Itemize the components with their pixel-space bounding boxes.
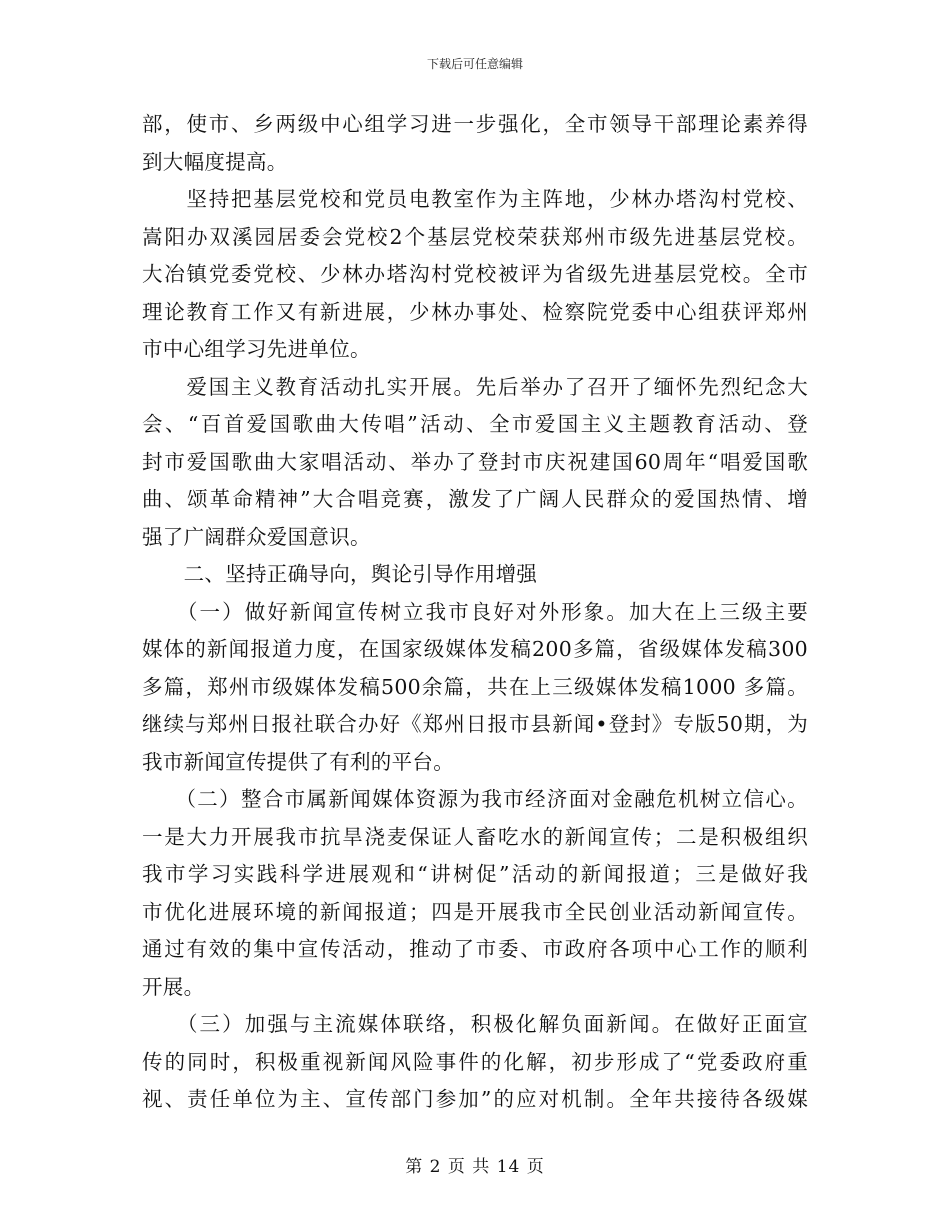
text-line: 理论教育工作又有新进展，少林办事处、检察院党委中心组获评郑州 (142, 299, 808, 324)
text-line: 开展。 (142, 974, 205, 999)
text-line: 市中心组学习先进单位。 (142, 337, 371, 361)
text-line: 二、坚持正确导向，舆论引导作用增强 (142, 562, 538, 586)
paragraph (142, 369, 808, 557)
text-line: 嵩阳办双溪园居委会党校2个基层党校荣获郑州市级先进基层党校。 (142, 224, 808, 249)
paragraph (142, 594, 808, 782)
paragraph (142, 181, 808, 369)
paragraph (142, 781, 808, 1006)
text-line: 一是大力开展我市抗旱浇麦保证人畜吃水的新闻宣传；二是积极组织 (142, 824, 808, 849)
text-line: （二）整合市属新闻媒体资源为我市经济面对金融危机树立信心。 (142, 787, 808, 811)
text-line: （三）加强与主流媒体联络，积极化解负面新闻。在做好正面宣 (142, 1012, 808, 1036)
text-line: 多篇，郑州市级媒体发稿500余篇，共在上三级媒体发稿1000 多篇。 (142, 674, 808, 699)
text-line: 到大幅度提高。 (142, 149, 288, 174)
text-line: 会、“百首爱国歌曲大传唱”活动、全市爱国主义主题教育活动、登 (142, 412, 808, 436)
text-line: 爱国主义教育活动扎实开展。先后举办了召开了缅怀先烈纪念大 (142, 374, 808, 399)
text-line: 我市学习实践科学进展观和“讲树促”活动的新闻报道；三是做好我 (142, 862, 808, 886)
text-line: 媒体的新闻报道力度，在国家级媒体发稿200多篇，省级媒体发稿300 (142, 637, 808, 661)
document-body (142, 106, 808, 1119)
text-line: 曲、颂革命精神”大合唱竞赛，激发了广阔人民群众的爱国热情、增 (142, 487, 808, 511)
paragraph (142, 1006, 808, 1119)
text-line: 部，使市、乡两级中心组学习进一步强化，全市领导干部理论素养得 (142, 112, 808, 136)
text-line: （一）做好新闻宣传树立我市良好对外形象。加大在上三级主要 (142, 599, 808, 624)
text-line: 视、责任单位为主、宣传部门参加”的应对机制。全年共接待各级媒 (142, 1087, 808, 1111)
text-line: 强了广阔群众爱国意识。 (142, 524, 371, 549)
text-line: 我市新闻宣传提供了有利的平台。 (142, 749, 454, 774)
page-number: 第 2 页 共 14 页 (405, 1157, 545, 1177)
section-heading (142, 556, 808, 594)
text-line: 传的同时，积极重视新闻风险事件的化解，初步形成了“党委政府重 (142, 1049, 808, 1074)
text-line: 市优化进展环境的新闻报道；四是开展我市全民创业活动新闻宣传。 (142, 899, 808, 924)
text-line: 封市爱国歌曲大家唱活动、举办了登封市庆祝建国60周年“唱爱国歌 (142, 449, 808, 474)
paragraph (142, 106, 808, 181)
text-line: 大冶镇党委党校、少林办塔沟村党校被评为省级先进基层党校。全市 (142, 262, 808, 286)
text-line: 坚持把基层党校和党员电教室作为主阵地，少林办塔沟村党校、 (142, 187, 808, 211)
text-line: 继续与郑州日报社联合办好《郑州日报市县新闻•登封》专版50期，为 (142, 712, 808, 736)
page-header: 下载后可任意编辑 (426, 57, 523, 71)
text-line: 通过有效的集中宣传活动，推动了市委、市政府各项中心工作的顺利 (142, 937, 808, 961)
